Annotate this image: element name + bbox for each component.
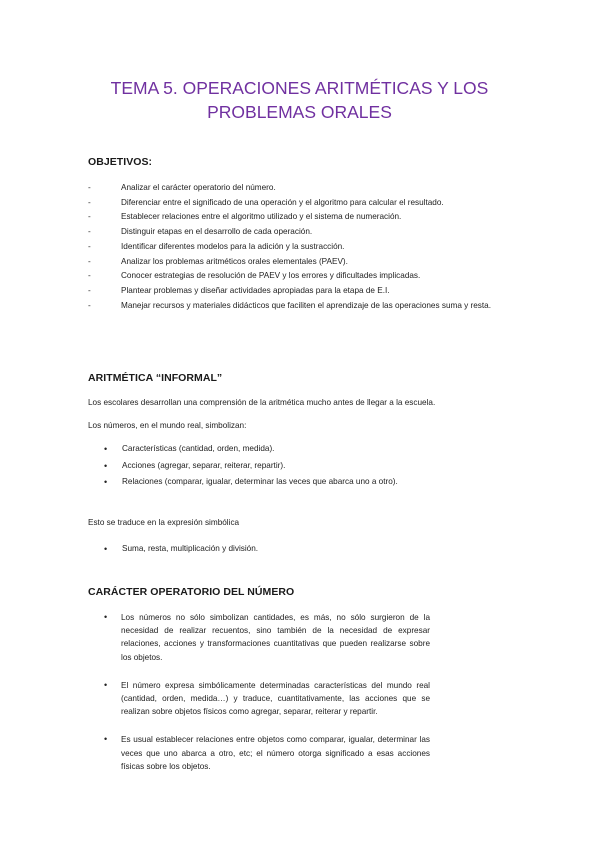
informal-heading: ARITMÉTICA “INFORMAL” — [88, 372, 223, 384]
dash-marker: - — [88, 271, 91, 281]
list-item-text: Características (cantidad, orden, medida). — [122, 444, 275, 453]
objetivo-item — [88, 225, 518, 240]
list-item — [104, 733, 430, 773]
dash-marker: - — [88, 285, 91, 295]
objetivo-text: Analizar los problemas aritméticos orales elementales (PAEV). — [121, 256, 348, 266]
list-item — [104, 458, 398, 475]
bullet-icon: • — [104, 444, 108, 454]
objetivo-item — [88, 196, 518, 211]
objetivo-text: Plantear problemas y diseñar actividades apropiadas para la etapa de E.I. — [121, 285, 390, 295]
simbolizan-list — [104, 441, 398, 491]
objetivo-item — [88, 269, 518, 284]
bullet-icon: • — [104, 460, 108, 471]
objetivo-text: Identificar diferentes modelos para la adición y la sustracción. — [121, 241, 345, 251]
objetivo-text: Establecer relaciones entre el algoritmo utilizado y el sistema de numeración. — [121, 212, 402, 222]
list-item — [104, 474, 398, 491]
list-item-text: Acciones (agregar, separar, reiterar, repartir). — [122, 460, 286, 470]
objetivos-heading: OBJETIVOS: — [88, 156, 153, 168]
objetivo-text: Conocer estrategias de resolución de PAEV y los errores y dificultades implicadas. — [121, 271, 421, 281]
list-item — [104, 679, 430, 719]
dash-marker: - — [88, 227, 91, 237]
objetivo-item — [88, 210, 518, 225]
dash-marker: - — [88, 197, 91, 207]
page-title — [60, 76, 539, 124]
list-item — [104, 542, 258, 556]
objetivo-text: Distinguir etapas en el desarrollo de cada operación. — [121, 227, 313, 237]
objetivo-item — [88, 299, 518, 314]
objetivo-text: Manejar recursos y materiales didácticos que faciliten el aprendizaje de las operaciones suma y resta. — [121, 300, 491, 310]
operatorio-list — [104, 611, 430, 773]
list-item-text: Los números no sólo simbolizan cantidades, es más, no sólo surgieron de la necesidad de realizar recuentos, sino también de la necesidad de expresar relaciones, acciones y transformaciones cuantitativas que pueden realizarse sobre los objetos. — [121, 613, 430, 662]
page-title-line-1: TEMA 5. OPERACIONES ARITMÉTICAS Y LOS — [110, 78, 489, 98]
bullet-icon: • — [104, 679, 108, 690]
bullet-icon: • — [104, 734, 108, 745]
dash-marker: - — [88, 183, 91, 192]
bullet-icon: • — [104, 544, 108, 554]
list-item-text: Relaciones (comparar, igualar, determinar las veces que abarca uno a otro). — [122, 477, 398, 486]
list-item-text: Suma, resta, multiplicación y división. — [122, 544, 259, 553]
list-item — [104, 441, 398, 458]
objetivo-text: Diferenciar entre el significado de una operación y el algoritmo para calcular el resultado. — [121, 197, 444, 207]
objetivo-item — [88, 255, 518, 270]
dash-marker: - — [88, 241, 91, 251]
operaciones-list — [104, 542, 258, 556]
list-item-text: Es usual establecer relaciones entre objetos como comparar, igualar, determinar las veces que uno abarca a otro, etc; el número otorga significado a esas acciones físicas sobre los objetos. — [121, 735, 430, 771]
list-item — [104, 611, 430, 664]
operatorio-heading: CARÁCTER OPERATORIO DEL NÚMERO — [88, 586, 295, 598]
objetivos-list — [88, 181, 518, 313]
dash-marker: - — [88, 256, 91, 266]
informal-paragraph-1: Los escolares desarrollan una comprensión de la aritmética mucho antes de llegar a la escuela. — [88, 398, 436, 407]
bullet-icon: • — [104, 612, 108, 622]
objetivo-item — [88, 284, 518, 299]
objetivo-item — [88, 181, 518, 196]
informal-paragraph-3: Esto se traduce en la expresión simbólica — [88, 518, 240, 527]
objetivo-item — [88, 240, 518, 255]
bullet-icon: • — [104, 477, 108, 487]
dash-marker: - — [88, 300, 91, 310]
page-title-line-2: PROBLEMAS ORALES — [207, 102, 392, 122]
objetivo-text: Analizar el carácter operatorio del número. — [121, 183, 276, 192]
informal-paragraph-2: Los números, en el mundo real, simbolizan: — [88, 421, 247, 430]
dash-marker: - — [88, 212, 91, 222]
list-item-text: El número expresa simbólicamente determinadas características del mundo real (cantidad, orden, medida…) y traduce, cuantitativamente, las acciones que se realizan sobre objetos físicos como agregar, separar, reiterar y repartir. — [121, 680, 430, 717]
